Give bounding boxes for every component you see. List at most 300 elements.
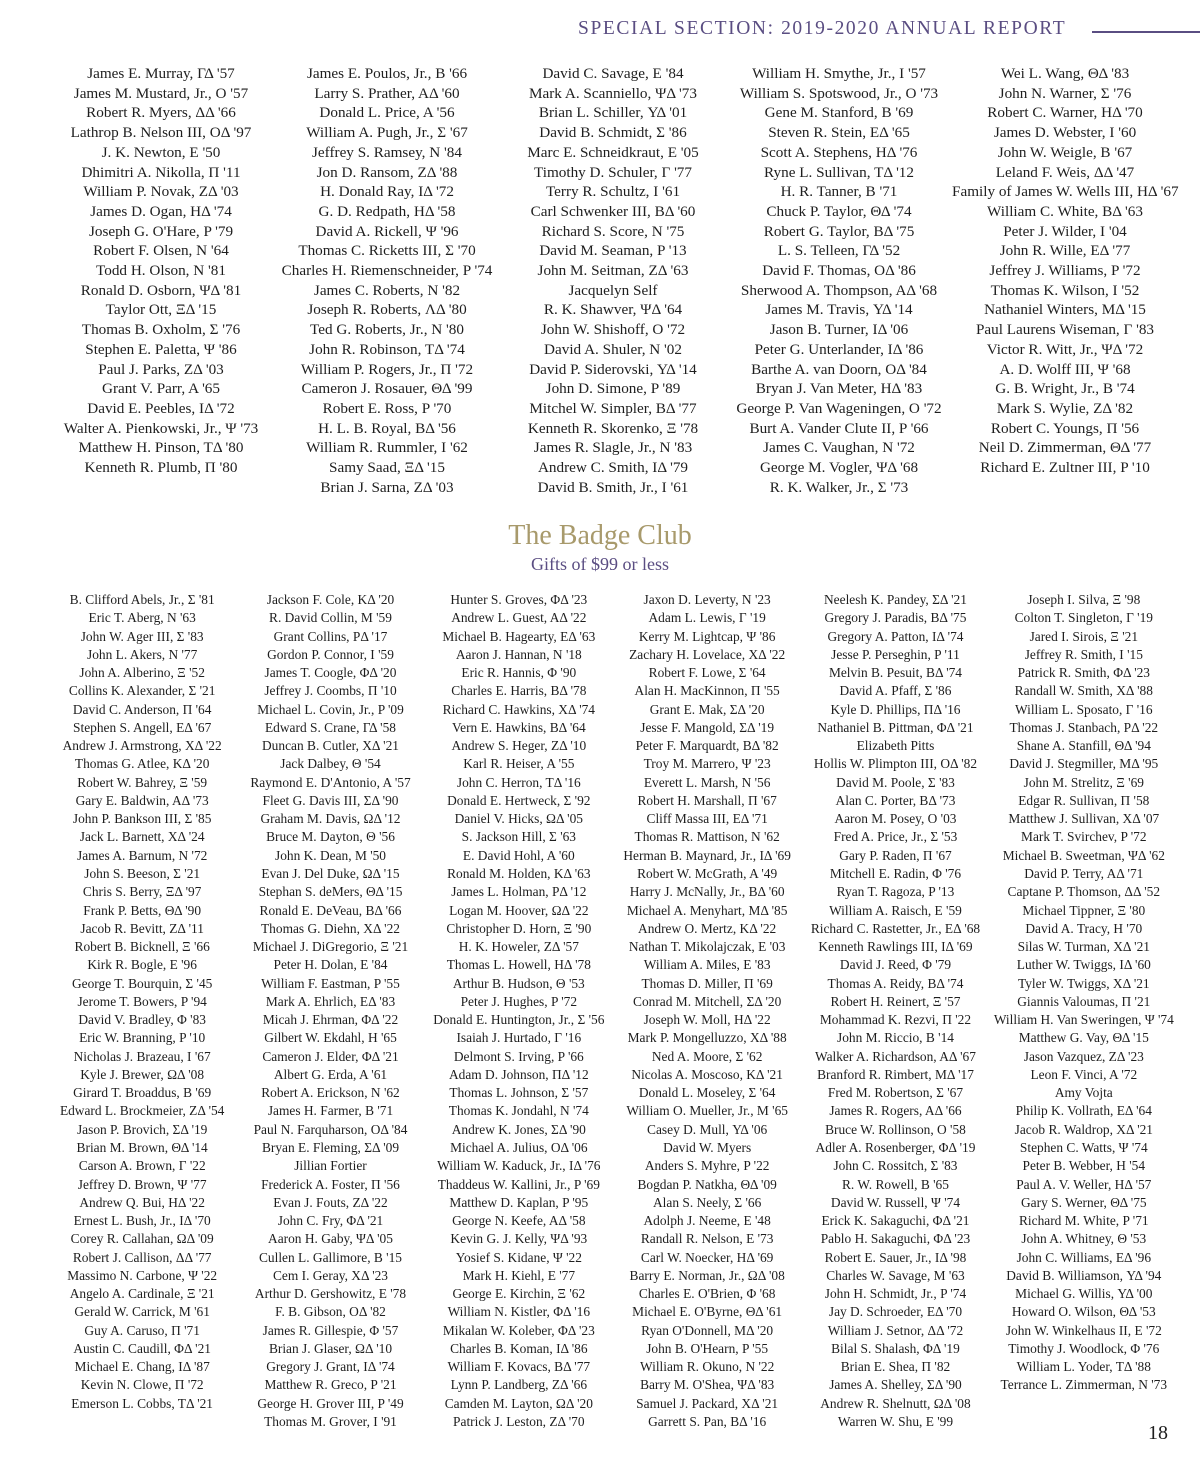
donor-name: William L. Yoder, TΔ '88 (1016, 1359, 1151, 1375)
donor-name: Paul N. Farquharson, OΔ '84 (253, 1121, 408, 1137)
donor-name: Scott A. Stephens, HΔ '76 (760, 143, 918, 161)
donor-name: Thomas A. Reidy, BΔ '74 (827, 975, 964, 991)
donor-name: Nathan T. Mikolajczak, E '03 (628, 939, 786, 955)
donor-name: R. David Collin, M '59 (269, 610, 392, 626)
donor-name: William C. White, BΔ '63 (987, 202, 1143, 220)
donor-name: Leland F. Weis, ΔΔ '47 (995, 163, 1135, 181)
donor-name: George T. Bourquin, Σ '45 (71, 975, 213, 991)
donor-name: Carl W. Noecker, HΔ '69 (640, 1249, 774, 1265)
donor-name: Andrew J. Armstrong, XΔ '22 (62, 738, 222, 754)
donor-name: Conrad M. Mitchell, ΣΔ '20 (633, 993, 782, 1009)
donor-name: Bilal S. Shalash, ΦΔ '19 (831, 1340, 960, 1356)
donor-name: Joseph W. Moll, HΔ '22 (643, 1012, 771, 1028)
donor-name: Joseph G. O'Hare, P '79 (88, 222, 234, 240)
donor-name: John W. Winkelhaus II, E '72 (1005, 1322, 1162, 1338)
donor-name: John D. Simone, P '89 (545, 380, 681, 398)
donor-name: William N. Kistler, ΦΔ '16 (447, 1304, 591, 1320)
donor-name: James R. Slagle, Jr., N '83 (533, 439, 693, 457)
donor-name: Gregory J. Grant, IΔ '74 (266, 1359, 395, 1375)
donor-name: Larry S. Prather, AΔ '60 (314, 84, 460, 102)
donor-name: David J. Reed, Φ '79 (839, 957, 952, 973)
top-column (500, 64, 726, 497)
donor-name: Peter J. Wilder, I '04 (1003, 222, 1127, 240)
donor-name: Sherwood A. Thompson, AΔ '68 (740, 281, 938, 299)
donor-name: William O. Mueller, Jr., M '65 (626, 1103, 788, 1119)
donor-name: Robert H. Marshall, Π '67 (637, 792, 777, 808)
donor-name: Jeffrey J. Williams, P '72 (989, 262, 1141, 280)
donor-name: Burt A. Vander Clute II, P '66 (749, 419, 929, 437)
donor-name: Neelesh K. Pandey, ΣΔ '21 (824, 592, 967, 607)
donor-name: Andrew O. Mertz, KΔ '22 (638, 920, 777, 936)
donor-name: Mark P. Mongelluzzo, XΔ '88 (627, 1030, 787, 1046)
donor-name: Duncan B. Cutler, XΔ '21 (262, 738, 399, 754)
donor-name: David P. Terry, AΔ '71 (1024, 865, 1144, 881)
donor-name: F. B. Gibson, OΔ '82 (275, 1304, 386, 1320)
donor-name: Philip K. Vollrath, EΔ '64 (1015, 1103, 1152, 1119)
donor-name: David A. Shuler, N '02 (544, 340, 682, 358)
donor-name: Donald L. Price, A '56 (319, 104, 455, 122)
donor-name: Casey D. Mull, ΥΔ '06 (647, 1121, 768, 1137)
donor-name: Jeffrey D. Brown, Ψ '77 (77, 1176, 207, 1192)
donor-name: Adam D. Johnson, ΠΔ '12 (448, 1066, 589, 1082)
donor-name: Jack L. Barnett, XΔ '24 (79, 829, 205, 845)
donor-name: R. K. Shawver, ΨΔ '64 (543, 301, 683, 319)
donor-name: George H. Grover III, P '49 (257, 1395, 404, 1411)
donor-name: John W. Ager III, Σ '83 (80, 628, 204, 644)
donor-name: Mohammad K. Rezvi, Π '22 (819, 1012, 972, 1028)
donor-name: Richard C. Hawkins, XΔ '74 (442, 701, 595, 717)
donor-name: Matthew D. Kaplan, P '95 (449, 1194, 589, 1210)
donor-name: Richard S. Score, N '75 (541, 222, 685, 240)
donor-name: Captane P. Thomson, ΔΔ '52 (1007, 884, 1161, 900)
donor-name: Ronald E. DeVeau, BΔ '66 (259, 902, 402, 918)
donor-name: Pablo H. Sakaguchi, ΦΔ '23 (820, 1231, 971, 1247)
donor-name: Jillian Fortier (294, 1158, 367, 1174)
donor-name: Mark S. Wylie, ZΔ '82 (996, 399, 1134, 417)
donor-name: Kirk R. Bogle, E '96 (87, 957, 197, 973)
donor-name: Robert A. Erickson, N '62 (261, 1085, 400, 1101)
donor-name: Matthew J. Sullivan, XΔ '07 (1008, 811, 1160, 827)
donor-name: Marc E. Schneidkraut, E '05 (527, 143, 699, 161)
donor-name: William S. Spotswood, Jr., O '73 (739, 84, 939, 102)
donor-name: Eric R. Hannis, Φ '90 (461, 665, 577, 681)
donor-name: George P. Van Wageningen, O '72 (736, 399, 942, 417)
donor-name: John M. Strelitz, Ξ '69 (1023, 774, 1144, 790)
donor-name: Arthur B. Hudson, Θ '53 (452, 975, 585, 991)
donor-name: Brian L. Schiller, ΥΔ '01 (538, 104, 688, 122)
donor-name: Mark A. Ehrlich, EΔ '83 (265, 993, 396, 1009)
donor-name: Joseph R. Roberts, ΛΔ '80 (307, 301, 467, 319)
donor-name: Guy A. Caruso, Π '71 (84, 1322, 200, 1338)
donor-name: Gene M. Stanford, B '69 (764, 104, 914, 122)
donor-name: Robert F. Lowe, Σ '64 (648, 665, 766, 681)
donor-name: Richard M. White, P '71 (1018, 1213, 1149, 1229)
donor-name: Grant Collins, PΔ '17 (273, 628, 388, 644)
donor-name: R. W. Rowell, B '65 (842, 1176, 949, 1192)
donor-name: Ronald D. Osborn, ΨΔ '81 (80, 281, 242, 299)
donor-name: Mark H. Kiehl, E '77 (462, 1267, 576, 1283)
donor-name: Branford R. Rimbert, MΔ '17 (817, 1066, 974, 1082)
donor-name: George M. Vogler, ΨΔ '68 (759, 459, 919, 477)
donor-name: Robert G. Taylor, BΔ '75 (763, 222, 915, 240)
donor-name: Aaron J. Hannan, N '18 (455, 646, 582, 662)
donor-name: William F. Kovacs, BΔ '77 (447, 1359, 591, 1375)
donor-name: Gary P. Raden, Π '67 (839, 847, 952, 863)
donor-name: Brian E. Shea, Π '82 (840, 1359, 951, 1375)
donor-name: Barry E. Norman, Jr., ΩΔ '08 (629, 1267, 785, 1283)
donor-name: Austin C. Caudill, ΦΔ '21 (73, 1340, 211, 1356)
donor-name: Adler A. Rosenberger, ΦΔ '19 (815, 1139, 976, 1155)
donor-name: Fleet G. Davis III, ΣΔ '90 (262, 792, 399, 808)
donor-name: Tyler W. Twiggs, XΔ '21 (1017, 975, 1150, 991)
donor-name: Michael Tippner, Ξ '80 (1022, 902, 1146, 918)
donor-name: Thomas L. Howell, HΔ '78 (446, 957, 591, 973)
donor-name: Cameron J. Rosauer, ΘΔ '99 (301, 380, 473, 398)
donor-name: Samy Saad, ΞΔ '15 (329, 459, 445, 477)
donor-name: Thomas L. Johnson, Σ '57 (449, 1085, 589, 1101)
donor-name: David J. Stegmiller, MΔ '95 (1009, 756, 1159, 772)
donor-name: Ernest L. Bush, Jr., IΔ '70 (73, 1213, 211, 1229)
donor-name: Hunter S. Groves, ΦΔ '23 (450, 592, 588, 607)
donor-name: Ronald M. Holden, KΔ '63 (447, 865, 591, 881)
donor-name: Matthew G. Vay, ΘΔ '15 (1018, 1030, 1149, 1046)
donor-name: Cliff Massa III, EΔ '71 (646, 811, 768, 827)
donor-name: Robert C. Youngs, Π '56 (990, 419, 1140, 437)
donor-name: Grant E. Mak, ΣΔ '20 (649, 701, 765, 717)
badge-column (425, 591, 613, 1431)
donor-name: William P. Novak, ZΔ '03 (83, 183, 239, 201)
badge-club-list (48, 591, 1178, 1431)
donor-name: Alan H. MacKinnon, Π '55 (634, 683, 780, 699)
donor-name: James R. Rogers, AΔ '66 (829, 1103, 962, 1119)
donor-name: Robert E. Sauer, Jr., IΔ '98 (824, 1249, 967, 1265)
donor-name: Zachary H. Lovelace, XΔ '22 (629, 646, 786, 662)
donor-name: John A. Alberino, Ξ '52 (79, 665, 205, 681)
donor-name: A. D. Wolff III, Ψ '68 (999, 360, 1131, 378)
donor-name: Thomas K. Jondahl, N '74 (448, 1103, 589, 1119)
donor-name: Gordon P. Connor, I '59 (267, 646, 394, 662)
donor-name: Daniel V. Hicks, ΩΔ '05 (454, 811, 583, 827)
donor-name: John A. Whitney, Θ '53 (1021, 1231, 1147, 1247)
donor-name: Bryan E. Fleming, ΣΔ '09 (261, 1139, 400, 1155)
donor-name: Kevin G. J. Kelly, ΨΔ '93 (450, 1231, 588, 1247)
donor-name: Steven R. Stein, EΔ '65 (768, 124, 910, 142)
donor-name: Walker A. Richardson, AΔ '67 (815, 1048, 976, 1064)
badge-column (236, 591, 424, 1431)
donor-name: Chuck P. Taylor, ΘΔ '74 (766, 202, 912, 220)
donor-name: Kerry M. Lightcap, Ψ '86 (638, 628, 776, 644)
donor-name: Aaron H. Gaby, ΨΔ '05 (268, 1231, 393, 1247)
donor-name: Mark A. Scanniello, ΨΔ '73 (529, 84, 697, 102)
donor-name: Matthew H. Pinson, TΔ '80 (78, 439, 244, 457)
donor-name: Jesse F. Mangold, ΣΔ '19 (640, 719, 775, 735)
donor-name: Jesse P. Perseghin, P '11 (831, 646, 960, 662)
donor-name: William J. Setnor, ΔΔ '72 (827, 1322, 964, 1338)
donor-name: Silas W. Turman, XΔ '21 (1017, 939, 1150, 955)
donor-name: Massimo N. Carbone, Ψ '22 (67, 1267, 218, 1283)
donor-name: R. K. Walker, Jr., Σ '73 (769, 478, 909, 496)
donor-name: Mark T. Svirchev, P '72 (1021, 829, 1147, 845)
donor-name: Kenneth R. Plumb, Π '80 (84, 459, 238, 477)
donor-name: Thomas D. Miller, Π '69 (641, 975, 773, 991)
donor-name: Paul Laurens Wiseman, Γ '83 (975, 321, 1155, 339)
donor-name: Erick K. Sakaguchi, ΦΔ '21 (821, 1213, 970, 1229)
donor-name: Warren W. Shu, E '99 (837, 1413, 954, 1429)
donor-name: Robert W. McGrath, A '49 (637, 865, 778, 881)
donor-name: John H. Schmidt, Jr., P '74 (824, 1286, 967, 1302)
donor-name: David C. Savage, E '84 (542, 65, 684, 82)
badge-column (801, 591, 989, 1431)
donor-name: Edward L. Brockmeier, ZΔ '54 (59, 1103, 225, 1119)
donor-name: Garrett S. Pan, BΔ '16 (648, 1413, 767, 1429)
donor-name: Richard E. Zultner III, P '10 (980, 459, 1150, 477)
donor-name: Timothy D. Schuler, Γ '77 (533, 163, 692, 181)
donor-name: Thomas M. Grover, I '91 (264, 1413, 397, 1429)
donor-name: Micah J. Ehrman, ΦΔ '22 (262, 1012, 399, 1028)
donor-name: Kyle J. Brewer, ΩΔ '08 (80, 1066, 205, 1082)
donor-name: Kenneth Rawlings III, IΔ '69 (818, 939, 973, 955)
donor-name: Edward S. Crane, ΓΔ '58 (265, 719, 396, 735)
donor-name: Jacob R. Bevitt, ZΔ '11 (80, 920, 204, 936)
donor-name: Kevin N. Clowe, Π '72 (80, 1377, 204, 1393)
page-number: 18 (1148, 1422, 1168, 1444)
donor-name: John K. Dean, M '50 (274, 847, 386, 863)
donor-name: Michael E. O'Byrne, ΘΔ '61 (632, 1304, 783, 1320)
donor-name: Shane A. Stanfill, ΘΔ '94 (1016, 738, 1151, 754)
donor-name: Girard T. Broaddus, B '69 (73, 1085, 212, 1101)
donor-name: John L. Akers, N '77 (87, 646, 198, 662)
donor-name: H. R. Tanner, B '71 (780, 183, 898, 201)
donor-name: Barry M. O'Shea, ΨΔ '83 (640, 1377, 775, 1393)
section-header: SPECIAL SECTION: 2019-2020 ANNUAL REPORT (578, 18, 1067, 39)
donor-name: Eric W. Branning, P '10 (79, 1030, 206, 1046)
donor-name: Jason Vazquez, ZΔ '23 (1023, 1048, 1144, 1064)
donor-name: Thomas G. Diehn, XΔ '22 (261, 920, 400, 936)
donor-name: Timothy J. Woodlock, Φ '76 (1008, 1340, 1160, 1356)
donor-name: Jared I. Sirois, Ξ '21 (1029, 628, 1139, 644)
donor-name: Alan S. Neely, Σ '66 (653, 1194, 762, 1210)
donor-name: Adolph J. Neeme, E '48 (643, 1213, 771, 1229)
top-column (726, 64, 952, 497)
donor-name: Mitchell E. Radin, Φ '76 (829, 865, 962, 881)
donor-name: Cameron J. Elder, ΦΔ '21 (262, 1048, 399, 1064)
donor-name: G. D. Redpath, HΔ '58 (318, 202, 456, 220)
donor-name: Andrew C. Smith, IΔ '79 (537, 459, 689, 477)
donor-name: Robert C. Warner, HΔ '70 (987, 104, 1143, 122)
donor-name: Giannis Valoumas, Π '21 (1017, 993, 1151, 1009)
donor-name: Anders S. Myhre, P '22 (644, 1158, 770, 1174)
donor-name: William W. Kaduck, Jr., IΔ '76 (437, 1158, 601, 1174)
donor-name: David M. Seaman, P '13 (539, 242, 687, 260)
donor-name: Frederick A. Foster, Π '56 (261, 1176, 400, 1192)
donor-name: Stephen S. Angell, EΔ '67 (73, 719, 212, 735)
donor-name: S. Jackson Hill, Σ '63 (461, 829, 576, 845)
donor-name: Cullen L. Gallimore, B '15 (258, 1249, 402, 1265)
donor-name: Donald E. Huntington, Jr., Σ '56 (433, 1012, 605, 1028)
donor-name: Robert R. Myers, ΔΔ '66 (86, 104, 236, 122)
badge-club-title: The Badge Club (508, 520, 692, 551)
donor-name: David W. Russell, Ψ '74 (830, 1194, 961, 1210)
donor-name: William A. Pugh, Jr., Σ '67 (306, 124, 468, 142)
donor-name: Howard O. Wilson, ΘΔ '53 (1011, 1304, 1156, 1320)
donor-name: Paul J. Parks, ZΔ '03 (98, 360, 224, 378)
donor-name: Wei L. Wang, ΘΔ '83 (1000, 65, 1130, 82)
donor-name: James M. Travis, ΥΔ '14 (765, 301, 913, 319)
donor-name: David P. Siderovski, ΥΔ '14 (529, 360, 697, 378)
donor-name: William R. Rummler, I '62 (306, 439, 468, 457)
donor-name: John N. Warner, Σ '76 (998, 84, 1132, 102)
donor-name: James L. Holman, PΔ '12 (451, 884, 587, 900)
donor-name: Jeffrey S. Ramsey, N '84 (312, 143, 462, 161)
donor-name: Luther W. Twiggs, IΔ '60 (1016, 957, 1151, 973)
donor-name: James C. Roberts, N '82 (313, 281, 461, 299)
donor-name: Charles B. Koman, IΔ '86 (450, 1340, 588, 1356)
donor-name: Camden M. Layton, ΩΔ '20 (444, 1395, 593, 1411)
donor-name: Gary E. Baldwin, AΔ '73 (75, 792, 209, 808)
donor-name: Evan J. Del Duke, ΩΔ '15 (261, 865, 400, 881)
donor-name: Stephen E. Paletta, Ψ '86 (85, 340, 237, 358)
donor-name: John C. Herron, TΔ '16 (456, 774, 581, 790)
donor-name: James H. Farmer, B '71 (267, 1103, 394, 1119)
donor-name: Patrick R. Smith, ΦΔ '23 (1017, 665, 1151, 681)
donor-name: James T. Coogle, ΦΔ '20 (264, 665, 397, 681)
donor-name: John R. Robinson, TΔ '74 (309, 340, 465, 358)
donor-name: Terrance L. Zimmerman, N '73 (1000, 1377, 1168, 1393)
donor-name: David W. Myers (663, 1139, 752, 1155)
donor-name: H. Donald Ray, IΔ '72 (320, 183, 454, 201)
badge-club-subtitle: Gifts of $99 or less (531, 554, 669, 574)
donor-name: David B. Williamson, ΥΔ '94 (1006, 1267, 1162, 1283)
donor-name: Paul A. V. Weller, HΔ '57 (1016, 1176, 1152, 1192)
donor-name: Raymond E. D'Antonio, A '57 (250, 774, 411, 790)
donor-name: William H. Van Sweringen, Ψ '74 (993, 1012, 1174, 1028)
donor-name: Thomas C. Ricketts III, Σ '70 (298, 242, 476, 260)
donor-name: James M. Mustard, Jr., O '57 (73, 84, 249, 102)
donor-name: David F. Thomas, OΔ '86 (762, 262, 916, 280)
donor-name: George E. Kirchin, Ξ '62 (452, 1286, 586, 1302)
donor-name: Troy M. Marrero, Ψ '23 (643, 756, 771, 772)
donor-name: Colton T. Singleton, Γ '19 (1014, 610, 1153, 626)
donor-name: Donald L. Moseley, Σ '64 (638, 1085, 776, 1101)
donor-name: Randall W. Smith, XΔ '88 (1014, 683, 1153, 699)
donor-name: Michael J. DiGregorio, Ξ '21 (252, 939, 409, 955)
donor-name: Walter A. Pienkowski, Jr., Ψ '73 (63, 419, 259, 437)
donor-name: William F. Eastman, P '55 (261, 975, 400, 991)
donor-name: Robert W. Bahrey, Ξ '59 (77, 774, 208, 790)
donor-name: Gregory A. Patton, IΔ '74 (827, 628, 964, 644)
donor-name: Fred M. Robertson, Σ '67 (827, 1085, 964, 1101)
donor-name: John W. Weigle, B '67 (997, 143, 1133, 161)
donor-name: Gerald W. Carrick, M '61 (74, 1304, 210, 1320)
donor-name: David A. Tracy, H '70 (1025, 920, 1143, 936)
top-column (952, 64, 1178, 497)
donor-name: Albert G. Erda, A '61 (273, 1066, 388, 1082)
donor-name: Yosief S. Kidane, Ψ '22 (455, 1249, 582, 1265)
donor-name: Andrew Q. Bui, HΔ '22 (79, 1194, 205, 1210)
badge-column (613, 591, 801, 1431)
donor-name: G. B. Wright, Jr., B '74 (995, 380, 1135, 398)
donor-name: Hollis W. Plimpton III, OΔ '82 (813, 756, 978, 772)
donor-name: Ted G. Roberts, Jr., N '80 (310, 321, 464, 339)
donor-name: Eric T. Aberg, N '63 (88, 610, 196, 626)
donor-name: Frank P. Betts, ΘΔ '90 (83, 902, 202, 918)
donor-name: Nathaniel B. Pittman, ΦΔ '21 (817, 719, 974, 735)
donor-name: Cem I. Geray, XΔ '23 (272, 1267, 388, 1283)
donor-name: Nicholas J. Brazeau, I '67 (73, 1048, 211, 1064)
donor-name: Logan M. Hoover, ΩΔ '22 (449, 902, 589, 918)
donor-name: Charles E. Harris, BΔ '78 (451, 683, 587, 699)
donor-name: H. L. B. Royal, BΔ '56 (318, 419, 456, 437)
donor-name: Andrew R. Shelnutt, ΩΔ '08 (820, 1395, 971, 1411)
badge-column (990, 591, 1178, 1431)
donor-name: Corey R. Callahan, ΩΔ '09 (70, 1231, 214, 1247)
donor-name: Robert F. Olsen, N '64 (93, 242, 229, 260)
donor-name: Charles H. Riemenschneider, P '74 (281, 262, 493, 280)
donor-name: William P. Rogers, Jr., Π '72 (300, 360, 474, 378)
donor-name: Amy Vojta (1054, 1085, 1113, 1101)
donor-name: Michael G. Willis, ΥΔ '00 (1015, 1286, 1153, 1302)
donor-name: Jaxon D. Leverty, N '23 (643, 592, 771, 607)
donor-name: Ryan O'Donnell, MΔ '20 (641, 1322, 774, 1338)
donor-name: Edgar R. Sullivan, Π '58 (1018, 792, 1150, 808)
donor-name: Harry J. McNally, Jr., BΔ '60 (629, 884, 785, 900)
donor-name: William R. Okuno, N '22 (640, 1359, 775, 1375)
donor-name: Adam L. Lewis, Γ '19 (648, 610, 766, 626)
donor-name: H. K. Howeler, ZΔ '57 (458, 939, 579, 955)
donor-name: Jeffrey R. Smith, I '15 (1024, 646, 1143, 662)
donor-name: Ryne L. Sullivan, TΔ '12 (764, 163, 914, 181)
donor-name: Todd H. Olson, N '81 (96, 262, 226, 280)
donor-name: Leon F. Vinci, A '72 (1030, 1066, 1138, 1082)
donor-name: Kenneth R. Skorenko, Ξ '78 (527, 419, 699, 437)
donor-name: John M. Riccio, B '14 (836, 1030, 954, 1046)
donor-name: Jerome T. Bowers, P '94 (77, 993, 207, 1009)
donor-name: Gilbert W. Ekdahl, H '65 (264, 1030, 397, 1046)
donor-name: Robert B. Bicknell, Ξ '66 (74, 939, 210, 955)
donor-name: Bruce W. Rollinson, O '58 (825, 1121, 966, 1137)
donor-name: Brian J. Sarna, ZΔ '03 (320, 478, 454, 496)
donor-name: John B. O'Hearn, P '55 (646, 1340, 769, 1356)
donor-name: J. K. Newton, E '50 (101, 143, 221, 161)
donor-name: Emerson L. Cobbs, TΔ '21 (71, 1395, 214, 1411)
donor-name: Jackson F. Cole, KΔ '20 (266, 592, 395, 607)
donor-name: Michael A. Julius, OΔ '06 (450, 1139, 588, 1155)
donor-name: Michael E. Chang, IΔ '87 (74, 1359, 210, 1375)
donor-name: Peter B. Webber, H '54 (1022, 1158, 1146, 1174)
donor-name: Joseph I. Silva, Ξ '98 (1027, 592, 1141, 607)
donor-name: Robert H. Reinert, Ξ '57 (830, 993, 961, 1009)
donor-name: James D. Webster, I '60 (993, 124, 1137, 142)
donor-name: Fred A. Price, Jr., Σ '53 (833, 829, 958, 845)
donor-name: Bryan J. Van Meter, HΔ '83 (755, 380, 923, 398)
donor-name: James C. Vaughan, N '72 (763, 439, 915, 457)
donor-name: Michael B. Hagearty, EΔ '63 (442, 628, 596, 644)
donor-name: Collins K. Alexander, Σ '21 (68, 683, 216, 699)
donor-name: Mitchel W. Simpler, BΔ '77 (529, 399, 697, 417)
donor-name: Bruce M. Dayton, Θ '56 (266, 829, 395, 845)
donor-name: Stephan S. deMers, ΘΔ '15 (258, 884, 403, 900)
donor-name: Victor R. Witt, Jr., ΨΔ '72 (986, 340, 1144, 358)
donor-name: Thomas K. Wilson, I '52 (990, 281, 1140, 299)
donor-name: E. David Hohl, A '60 (462, 847, 575, 863)
donor-name: William A. Raisch, E '59 (829, 902, 962, 918)
donor-name: James E. Poulos, Jr., B '66 (306, 65, 468, 82)
donor-name: Terry R. Schultz, I '61 (545, 183, 681, 201)
donor-name: William L. Sposato, Γ '16 (1015, 701, 1153, 717)
donor-name: Evan J. Fouts, ZΔ '22 (273, 1194, 388, 1210)
donor-name: Carson A. Brown, Γ '22 (78, 1158, 206, 1174)
donor-name: Jack Dalbey, Θ '54 (280, 756, 381, 772)
